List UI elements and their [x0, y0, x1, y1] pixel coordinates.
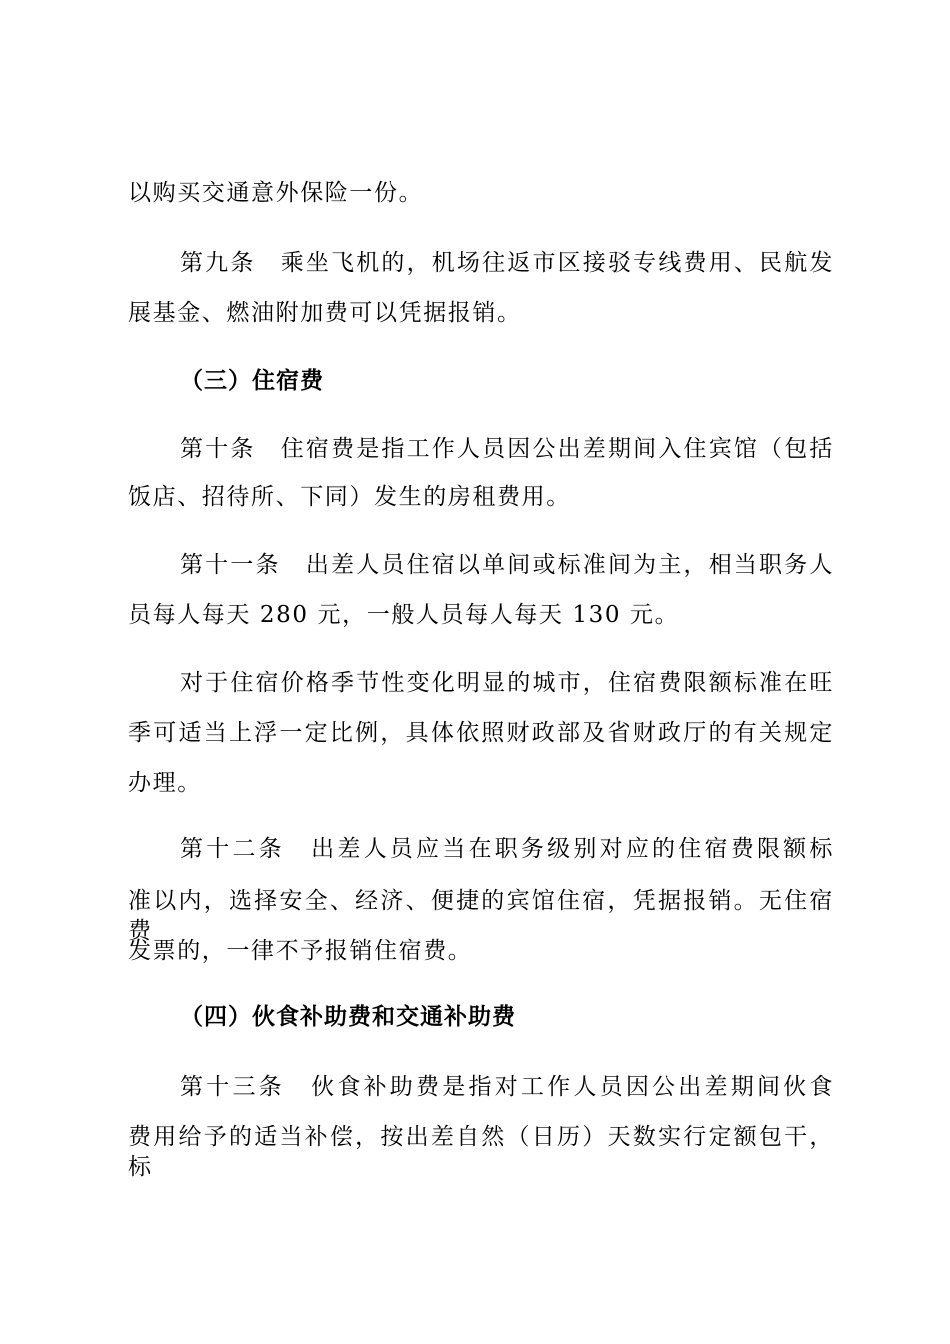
- article-13-line-1: 第十三条 伙食补助费是指对工作人员因公出差期间伙食: [180, 1074, 834, 1100]
- article-9-line-2: 展基金、燃油附加费可以凭据报销。: [128, 300, 522, 326]
- article-10-line-2: 饭店、招待所、下同）发生的房租费用。: [128, 484, 571, 510]
- article-11-line-1: 第十一条 出差人员住宿以单间或标准间为主，相当职务人: [180, 552, 834, 578]
- article-12-line-1: 第十二条 出差人员应当在职务级别对应的住宿费限额标: [180, 836, 834, 862]
- paragraph-line: 对于住宿价格季节性变化明显的城市，住宿费限额标准在旺: [180, 670, 834, 696]
- paragraph-line: 办理。: [128, 770, 202, 796]
- section-heading-meal-transport: （四）伙食补助费和交通补助费: [180, 1004, 516, 1030]
- article-13-line-2: 费用给予的适当补偿，按出差自然（日历）天数实行定额包干，标: [128, 1124, 834, 1180]
- article-9-line-1: 第九条 乘坐飞机的，机场往返市区接驳专线费用、民航发: [180, 250, 834, 276]
- paragraph-line: 季可适当上浮一定比例，具体依照财政部及省财政厅的有关规定: [128, 720, 834, 746]
- article-11-line-2: 员每人每天 280 元，一般人员每人每天 130 元。: [128, 602, 680, 628]
- article-12-line-2: 准以内，选择安全、经济、便捷的宾馆住宿，凭据报销。无住宿费: [128, 888, 834, 944]
- article-10-line-1: 第十条 住宿费是指工作人员因公出差期间入住宾馆（包括: [180, 436, 834, 462]
- article-12-line-3: 发票的，一律不予报销住宿费。: [128, 938, 473, 964]
- paragraph-line: 以购买交通意外保险一份。: [128, 180, 424, 206]
- section-heading-accommodation: （三）住宿费: [180, 368, 324, 394]
